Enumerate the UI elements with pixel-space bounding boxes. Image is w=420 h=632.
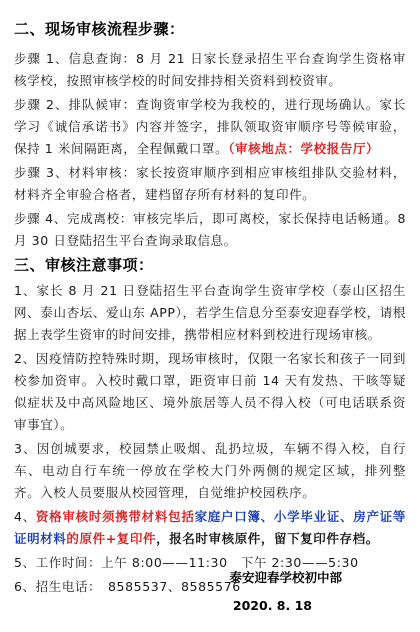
note-4-tail: ，报名时审核原件，留下复印件存档。 <box>156 531 379 546</box>
step-2-location-highlight: （审核地点：学校报告厅） <box>228 141 380 156</box>
signature-org: 泰安迎春学校初中部 <box>229 570 342 585</box>
step-3-text: 步骤 3、材料审核：家长按资审顺序到相应审核组排队交验材料，材料齐全审验合格者，建档留存所有材料的复印件。 <box>14 165 406 202</box>
step-1-text: 步骤 1、信息查询：8 月 21 日家长登录招生平台查询学生资格审核学校，按照审核学校的时间安排持相关资料到校资审。 <box>14 51 406 88</box>
note-5 <box>14 552 406 574</box>
note-3 <box>14 438 406 504</box>
note-4-red-originals: 的原件+复印件 <box>66 531 157 546</box>
note-5-text: 5、工作时间：上午 8:00——11:30 下午 2:30——5:30 <box>14 555 359 570</box>
note-2-text: 2、因疫情防控特殊时期，现场审核时，仅限一名家长和孩子一同到校参加资审。入校时戴口罩，距资审日前 14 天有发热、干咳等疑似症状及中高风险地区、境外旅居等人员不得入校（可电话联系资审事宜）。 <box>14 351 406 432</box>
note-4 <box>14 506 406 550</box>
note-4-blue-materials: 家庭户口簿、小学毕业证、房产证等证明材料 <box>14 509 407 546</box>
step-3 <box>14 162 406 206</box>
notes-heading: 三、审核注意事项： <box>14 256 154 274</box>
note-6 <box>14 576 406 598</box>
step-1 <box>14 48 406 92</box>
step-4 <box>14 208 406 252</box>
note-6-text: 6、招生电话： 8585537、8585576 <box>14 579 241 594</box>
note-1-text: 1、家长 8 月 21 日登陆招生平台查询学生资审学校（泰山区招生网、泰山杏坛、爱山东 APP），若学生信息分至泰安迎春学校，请根据上表学生资审的时间安排，携带相应材料到校进行现场审核。 <box>14 283 406 342</box>
step-2-text: 步骤 2、排队候审：查询资审学校为我校的，进行现场确认。家长学习《诚信承诺书》内容并签字，排队领取资审顺序号等候审验，保持 1 米间隔距离，全程佩戴口罩。 <box>14 97 406 156</box>
note-4-prefix: 4、 <box>14 509 36 524</box>
note-1 <box>14 280 406 346</box>
step-4-text: 步骤 4、完成离校：审核完毕后，即可离校，家长保持电话畅通。8 月 30 日登陆招生平台查询录取信息。 <box>14 211 406 248</box>
flow-steps-heading: 二、现场审核流程步骤： <box>14 20 185 38</box>
note-3-text: 3、因创城要求，校园禁止吸烟、乱扔垃圾，车辆不得入校，自行车、电动自行车统一停放在学校大门外两侧的规定区域，排列整齐。入校人员要服从校园管理，自觉维护校园秩序。 <box>14 441 406 500</box>
step-2 <box>14 94 406 160</box>
note-4-red-lead: 资格审核时须携带材料包括 <box>35 509 195 524</box>
note-2 <box>14 348 406 436</box>
signature-date: 2020. 8. 18 <box>232 598 312 613</box>
